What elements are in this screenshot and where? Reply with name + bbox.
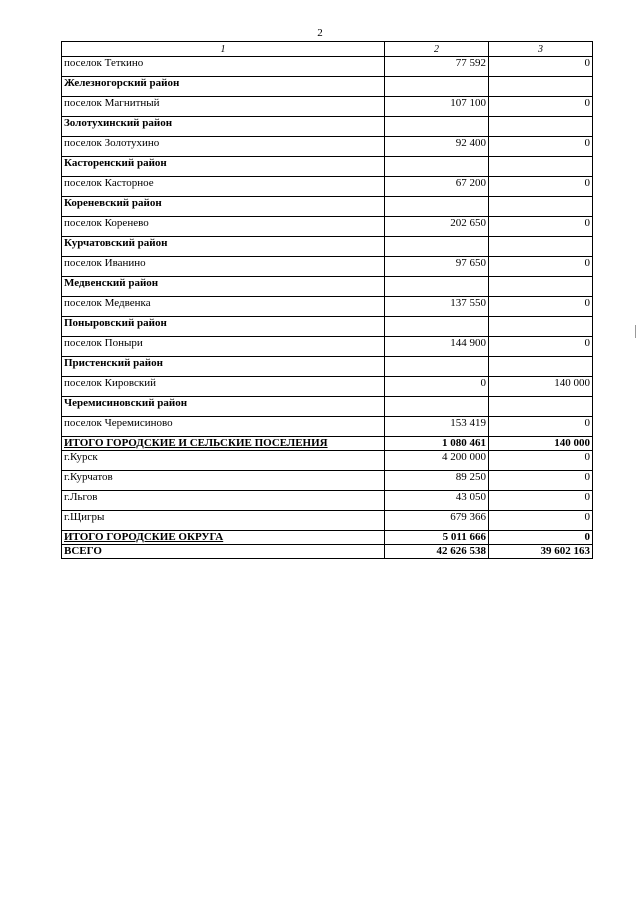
value-col3-cell: 0 xyxy=(489,511,593,531)
value-col3-cell: 0 xyxy=(489,217,593,237)
row-name-cell: Медвенский район xyxy=(62,277,385,297)
column-header-3: 3 xyxy=(489,42,593,57)
value-col3-cell: 0 xyxy=(489,257,593,277)
total-row xyxy=(62,545,593,559)
row-name-cell: Черемисиновский район xyxy=(62,397,385,417)
column-header-2: 2 xyxy=(385,42,489,57)
value-col2-cell xyxy=(385,117,489,137)
value-col3-cell: 0 xyxy=(489,337,593,357)
value-col2-cell xyxy=(385,397,489,417)
value-col3-cell: 140 000 xyxy=(489,437,593,451)
table-row xyxy=(62,57,593,77)
row-name-cell: поселок Черемисиново xyxy=(62,417,385,437)
district-header-row xyxy=(62,277,593,297)
value-col3-cell: 0 xyxy=(489,137,593,157)
table-row xyxy=(62,451,593,471)
column-header-1: 1 xyxy=(62,42,385,57)
value-col3-cell: 0 xyxy=(489,297,593,317)
table-row xyxy=(62,217,593,237)
value-col2-cell: 137 550 xyxy=(385,297,489,317)
row-name-cell: поселок Теткино xyxy=(62,57,385,77)
row-name-cell: г.Курчатов xyxy=(62,471,385,491)
table-row xyxy=(62,337,593,357)
row-name-cell: ВСЕГО xyxy=(62,545,385,559)
value-col3-cell: 0 xyxy=(489,491,593,511)
district-header-row xyxy=(62,357,593,377)
value-col2-cell xyxy=(385,77,489,97)
table-row xyxy=(62,377,593,397)
value-col3-cell: 0 xyxy=(489,471,593,491)
total-row xyxy=(62,437,593,451)
value-col2-cell: 153 419 xyxy=(385,417,489,437)
table-header-row xyxy=(62,42,593,57)
table-row xyxy=(62,491,593,511)
value-col2-cell: 5 011 666 xyxy=(385,531,489,545)
value-col3-cell: 0 xyxy=(489,57,593,77)
value-col2-cell: 1 080 461 xyxy=(385,437,489,451)
table-row xyxy=(62,177,593,197)
value-col3-cell: 0 xyxy=(489,531,593,545)
row-name-cell: г.Щигры xyxy=(62,511,385,531)
value-col2-cell xyxy=(385,197,489,217)
row-name-cell: поселок Магнитный xyxy=(62,97,385,117)
row-name-cell: Курчатовский район xyxy=(62,237,385,257)
value-col2-cell: 144 900 xyxy=(385,337,489,357)
scan-edge-mark xyxy=(635,325,636,338)
value-col3-cell xyxy=(489,117,593,137)
value-col2-cell: 202 650 xyxy=(385,217,489,237)
value-col2-cell: 97 650 xyxy=(385,257,489,277)
row-name-cell: поселок Золотухино xyxy=(62,137,385,157)
district-header-row xyxy=(62,197,593,217)
row-name-cell: Кореневский район xyxy=(62,197,385,217)
total-row xyxy=(62,531,593,545)
budget-table xyxy=(61,41,593,559)
value-col2-cell: 67 200 xyxy=(385,177,489,197)
table-row xyxy=(62,97,593,117)
row-name-cell: г.Курск xyxy=(62,451,385,471)
value-col3-cell xyxy=(489,357,593,377)
value-col2-cell: 77 592 xyxy=(385,57,489,77)
district-header-row xyxy=(62,237,593,257)
row-name-cell: поселок Касторное xyxy=(62,177,385,197)
value-col3-cell xyxy=(489,197,593,217)
row-name-cell: Пристенский район xyxy=(62,357,385,377)
district-header-row xyxy=(62,117,593,137)
row-name-cell: поселок Коренево xyxy=(62,217,385,237)
value-col2-cell: 679 366 xyxy=(385,511,489,531)
value-col3-cell xyxy=(489,77,593,97)
table-body xyxy=(62,57,593,559)
value-col2-cell: 89 250 xyxy=(385,471,489,491)
row-name-cell: поселок Медвенка xyxy=(62,297,385,317)
row-name-cell: ИТОГО ГОРОДСКИЕ И СЕЛЬСКИЕ ПОСЕЛЕНИЯ xyxy=(62,437,385,451)
district-header-row xyxy=(62,77,593,97)
value-col3-cell xyxy=(489,277,593,297)
row-name-cell: поселок Иванино xyxy=(62,257,385,277)
value-col3-cell xyxy=(489,237,593,257)
value-col3-cell: 39 602 163 xyxy=(489,545,593,559)
value-col2-cell xyxy=(385,317,489,337)
value-col2-cell xyxy=(385,157,489,177)
value-col2-cell: 43 050 xyxy=(385,491,489,511)
value-col3-cell: 0 xyxy=(489,417,593,437)
table-row xyxy=(62,417,593,437)
row-name-cell: поселок Поныри xyxy=(62,337,385,357)
row-name-cell: Золотухинский район xyxy=(62,117,385,137)
value-col2-cell: 92 400 xyxy=(385,137,489,157)
value-col3-cell xyxy=(489,157,593,177)
district-header-row xyxy=(62,317,593,337)
table-row xyxy=(62,297,593,317)
value-col2-cell: 4 200 000 xyxy=(385,451,489,471)
row-name-cell: Железногорский район xyxy=(62,77,385,97)
value-col3-cell: 0 xyxy=(489,97,593,117)
district-header-row xyxy=(62,397,593,417)
table-row xyxy=(62,137,593,157)
value-col2-cell xyxy=(385,237,489,257)
row-name-cell: ИТОГО ГОРОДСКИЕ ОКРУГА xyxy=(62,531,385,545)
value-col3-cell: 0 xyxy=(489,177,593,197)
row-name-cell: Касторенский район xyxy=(62,157,385,177)
value-col2-cell: 0 xyxy=(385,377,489,397)
row-name-cell: Поныровский район xyxy=(62,317,385,337)
page-number: 2 xyxy=(317,27,323,39)
table-row xyxy=(62,471,593,491)
value-col2-cell: 107 100 xyxy=(385,97,489,117)
value-col3-cell xyxy=(489,317,593,337)
value-col2-cell: 42 626 538 xyxy=(385,545,489,559)
row-name-cell: г.Льгов xyxy=(62,491,385,511)
table-row xyxy=(62,511,593,531)
value-col3-cell: 0 xyxy=(489,451,593,471)
district-header-row xyxy=(62,157,593,177)
table-row xyxy=(62,257,593,277)
row-name-cell: поселок Кировский xyxy=(62,377,385,397)
value-col2-cell xyxy=(385,357,489,377)
value-col2-cell xyxy=(385,277,489,297)
value-col3-cell: 140 000 xyxy=(489,377,593,397)
value-col3-cell xyxy=(489,397,593,417)
